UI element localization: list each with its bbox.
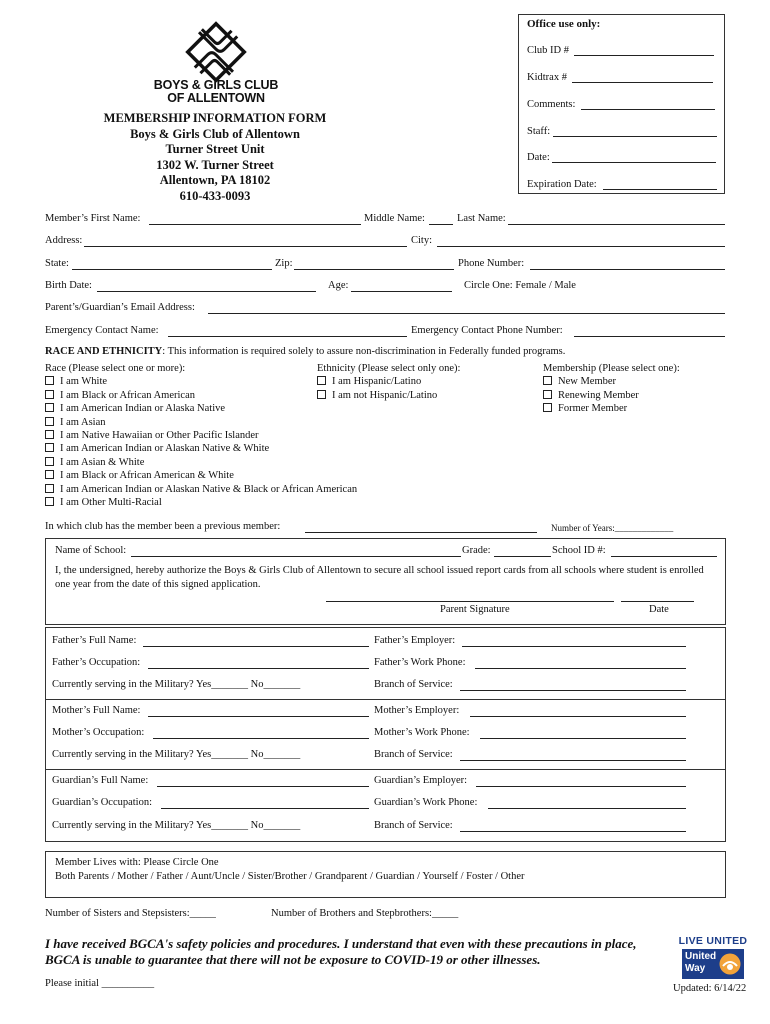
office-comments-label: Comments:	[527, 99, 576, 110]
lives-with-title: Member Lives with: Please Circle One	[55, 857, 219, 868]
zip-field[interactable]	[294, 269, 454, 270]
father-occupation-label: Father’s Occupation:	[52, 657, 141, 668]
office-expiration-label: Expiration Date:	[527, 179, 597, 190]
race-option[interactable]: I am White	[45, 375, 357, 388]
previous-club-label: In which club has the member been a previous member:	[45, 521, 281, 532]
phone-label: Phone Number:	[458, 258, 525, 269]
office-staff-field[interactable]	[553, 136, 717, 137]
office-expiration-field[interactable]	[603, 189, 717, 190]
race-option[interactable]: I am Asian & White	[45, 456, 357, 469]
office-comments-field[interactable]	[581, 109, 715, 110]
unit-name: Turner Street Unit	[165, 142, 265, 156]
birth-date-field[interactable]	[97, 291, 316, 292]
office-kidtrax-field[interactable]	[572, 82, 713, 83]
zip-label: Zip:	[275, 258, 293, 269]
emergency-name-label: Emergency Contact Name:	[45, 325, 159, 336]
guardian-name-label: Guardian’s Full Name:	[52, 775, 149, 786]
race-option[interactable]: I am American Indian or Alaskan Native & White	[45, 442, 357, 455]
guardian-employer-label: Guardian’s Employer:	[374, 775, 468, 786]
office-club-id-field[interactable]	[574, 55, 714, 56]
checkbox[interactable]	[543, 376, 552, 385]
race-option[interactable]: I am Black or African American & White	[45, 469, 357, 482]
city-state-zip: Allentown, PA 18102	[159, 173, 271, 187]
ethnicity-option[interactable]: I am not Hispanic/Latino	[317, 389, 460, 402]
office-date-label: Date:	[527, 152, 550, 163]
signature-date-label: Date	[649, 604, 669, 615]
birth-date-label: Birth Date:	[45, 280, 92, 291]
united-way-hand-icon	[718, 952, 742, 976]
middle-name-field[interactable]	[429, 224, 453, 225]
father-name-label: Father’s Full Name:	[52, 635, 137, 646]
father-work-phone-label: Father’s Work Phone:	[374, 657, 466, 668]
mother-name-field[interactable]	[148, 716, 369, 717]
live-united-text: LIVE UNITED	[678, 935, 748, 947]
father-branch-label: Branch of Service:	[374, 679, 453, 690]
authorization-text: I, the undersigned, hereby authorize the Boys & Girls Club of Allentown to secure all school issued report cards from all schools where student is enrolled one year from the date of this signed application.	[55, 565, 704, 590]
mother-work-phone-label: Mother’s Work Phone:	[374, 727, 470, 738]
united-way-logo	[678, 935, 748, 979]
grade-label: Grade:	[462, 545, 491, 556]
office-use-title: Office use only:	[527, 18, 601, 30]
school-id-label: School ID #:	[552, 545, 606, 556]
checkbox[interactable]	[317, 390, 326, 399]
age-field[interactable]	[351, 291, 452, 292]
sisters-count[interactable]: Number of Sisters and Stepsisters:_____	[45, 908, 216, 919]
org-name-line2: OF ALLENTOWN	[167, 91, 265, 105]
school-name-label: Name of School:	[55, 545, 127, 556]
father-work-phone-field[interactable]	[475, 668, 686, 669]
membership-option[interactable]: Renewing Member	[543, 389, 680, 402]
guardian-employer-field[interactable]	[476, 786, 686, 787]
signature-date-field[interactable]	[621, 601, 694, 602]
age-label: Age:	[328, 280, 349, 291]
way-text: Way	[685, 963, 706, 974]
checkbox[interactable]	[317, 376, 326, 385]
phone-field[interactable]	[530, 269, 725, 270]
grade-field[interactable]	[494, 556, 551, 557]
checkbox[interactable]	[45, 390, 54, 399]
guardian-branch-label: Branch of Service:	[374, 820, 453, 831]
street-address: 1302 W. Turner Street	[156, 157, 274, 172]
race-label: Race (Please select one or more):	[45, 363, 186, 374]
race-option[interactable]: I am Black or African American	[45, 389, 357, 402]
race-heading: RACE AND ETHNICITY	[45, 346, 163, 357]
checkbox[interactable]	[45, 376, 54, 385]
race-heading-note: : This information is required solely to assure non-discrimination in Federally funded programs.	[162, 346, 566, 357]
membership-option[interactable]: New Member	[543, 375, 680, 388]
checkbox[interactable]	[45, 457, 54, 466]
checkbox[interactable]	[45, 497, 54, 506]
father-branch-field[interactable]	[460, 690, 686, 691]
school-name-field[interactable]	[131, 556, 461, 557]
office-kidtrax-label: Kidtrax #	[527, 72, 567, 83]
mother-military[interactable]: Currently serving in the Military? Yes_______ No_______	[52, 749, 301, 760]
first-name-label: Member’s First Name:	[45, 213, 141, 224]
bgc-logo	[148, 20, 284, 84]
united-text: United	[685, 951, 717, 962]
last-name-label: Last Name:	[457, 213, 506, 224]
lives-with-options[interactable]: Both Parents / Mother / Father / Aunt/Uncle / Sister/Brother / Grandparent / Guardian / Yourself / Foster / Other	[55, 871, 525, 882]
race-option[interactable]: I am Asian	[45, 416, 357, 429]
guardian-work-phone-label: Guardian’s Work Phone:	[374, 797, 478, 808]
mother-occupation-field[interactable]	[153, 738, 369, 739]
office-club-id-label: Club ID #	[527, 45, 569, 56]
guardian-occupation-field[interactable]	[161, 808, 369, 809]
guardian-military[interactable]: Currently serving in the Military? Yes_______ No_______	[52, 820, 301, 831]
checkbox[interactable]	[543, 403, 552, 412]
parent-signature-field[interactable]	[326, 601, 614, 602]
updated-date: Updated: 6/14/22	[673, 983, 747, 994]
city-label: City:	[411, 235, 433, 246]
race-option[interactable]: I am American Indian or Alaskan Native & Black or African American	[45, 483, 357, 496]
years-label[interactable]: Number of Years:_____________	[551, 523, 674, 533]
mother-branch-label: Branch of Service:	[374, 749, 453, 760]
emergency-phone-label: Emergency Contact Phone Number:	[411, 325, 563, 336]
address-label: Address:	[45, 235, 83, 246]
office-staff-label: Staff:	[527, 126, 551, 137]
race-option[interactable]: I am American Indian or Alaska Native	[45, 402, 357, 415]
brothers-count[interactable]: Number of Brothers and Stepbrothers:_____	[271, 908, 459, 919]
emergency-phone-field[interactable]	[574, 336, 725, 337]
checkbox[interactable]	[45, 470, 54, 479]
emergency-name-field[interactable]	[168, 336, 407, 337]
mother-branch-field[interactable]	[460, 760, 686, 761]
previous-club-field[interactable]	[305, 532, 537, 533]
ethnicity-label: Ethnicity (Please select only one):	[317, 363, 461, 374]
club-name: Boys & Girls Club of Allentown	[130, 126, 300, 141]
form-title: MEMBERSHIP INFORMATION FORM	[103, 111, 327, 125]
bgc-logo-icon	[148, 20, 284, 84]
gender-circle[interactable]: Circle One: Female / Male	[464, 280, 576, 291]
office-date-field[interactable]	[552, 162, 716, 163]
race-option[interactable]: I am Other Multi-Racial	[45, 496, 357, 509]
mother-employer-label: Mother’s Employer:	[374, 705, 460, 716]
checkbox[interactable]	[45, 403, 54, 412]
checkbox[interactable]	[543, 390, 552, 399]
checkbox[interactable]	[45, 443, 54, 452]
race-option[interactable]: I am Native Hawaiian or Other Pacific Islander	[45, 429, 357, 442]
ethnicity-option[interactable]: I am Hispanic/Latino	[317, 375, 460, 388]
school-id-field[interactable]	[611, 556, 717, 557]
membership-label: Membership (Please select one):	[543, 363, 680, 374]
membership-option[interactable]: Former Member	[543, 402, 680, 415]
parent-email-field[interactable]	[208, 313, 725, 314]
org-name-line1: BOYS & GIRLS CLUB	[153, 78, 279, 92]
mother-occupation-label: Mother’s Occupation:	[52, 727, 145, 738]
guardian-name-field[interactable]	[157, 786, 369, 787]
parent-signature-label: Parent Signature	[440, 604, 510, 615]
parent-email-label: Parent’s/Guardian’s Email Address:	[45, 302, 195, 313]
father-employer-label: Father’s Employer:	[374, 635, 456, 646]
state-label: State:	[45, 258, 69, 269]
address-field[interactable]	[84, 246, 407, 247]
father-occupation-field[interactable]	[148, 668, 369, 669]
checkbox[interactable]	[45, 430, 54, 439]
father-military[interactable]: Currently serving in the Military? Yes_______ No_______	[52, 679, 301, 690]
checkbox[interactable]	[45, 484, 54, 493]
father-employer-field[interactable]	[462, 646, 686, 647]
first-name-field[interactable]	[149, 224, 361, 225]
checkbox[interactable]	[45, 417, 54, 426]
club-phone: 610-433-0093	[179, 188, 251, 203]
last-name-field[interactable]	[508, 224, 725, 225]
father-name-field[interactable]	[143, 646, 369, 647]
covid-statement: I have received BGCA's safety policies and procedures. I understand that even with these precautions in place, BGCA is unable to guarantee that there will not be exposure to COVID-19 or other illnesses.	[45, 936, 637, 967]
guardian-branch-field[interactable]	[460, 831, 686, 832]
city-field[interactable]	[437, 246, 725, 247]
mother-work-phone-field[interactable]	[480, 738, 686, 739]
guardian-work-phone-field[interactable]	[488, 808, 686, 809]
mother-name-label: Mother’s Full Name:	[52, 705, 141, 716]
mother-employer-field[interactable]	[470, 716, 686, 717]
state-field[interactable]	[72, 269, 272, 270]
initial-field[interactable]: Please initial __________	[45, 978, 155, 989]
middle-name-label: Middle Name:	[364, 213, 425, 224]
guardian-occupation-label: Guardian’s Occupation:	[52, 797, 153, 808]
